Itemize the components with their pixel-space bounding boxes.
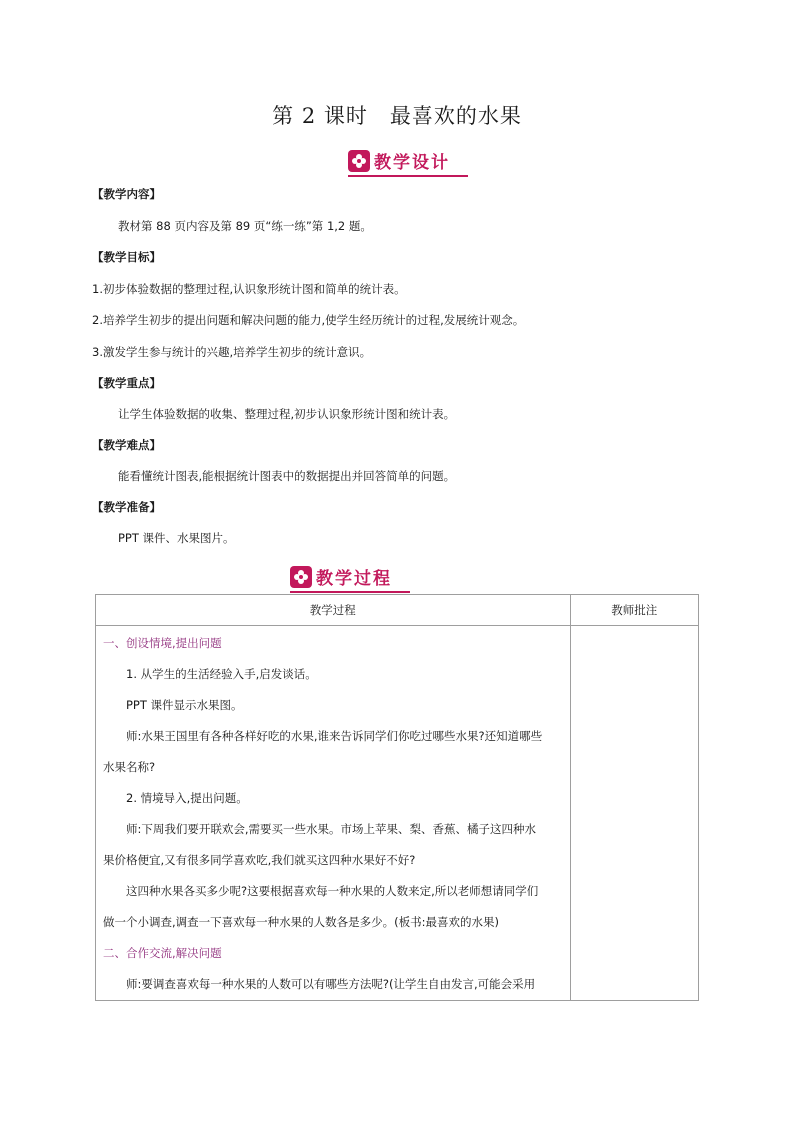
table-header-process: 教学过程 (96, 595, 571, 626)
flower-icon (290, 566, 312, 588)
process-table (95, 594, 699, 1001)
heading-content: 【教学内容】 (92, 187, 161, 201)
heading-difficulty: 【教学难点】 (92, 438, 161, 452)
teacher-notes-cell[interactable] (570, 626, 698, 1001)
content-text: 教材第 88 页内容及第 89 页“练一练”第 1,2 题。 (118, 219, 372, 233)
process-line: 1. 从学生的生活经验入手,启发谈话。 (126, 667, 317, 681)
heading-goals: 【教学目标】 (92, 250, 161, 264)
goal-item-3: 3.激发学生参与统计的兴趣,培养学生初步的统计意识。 (92, 345, 372, 359)
process-line: 师:要调查喜欢每一种水果的人数可以有哪些方法呢?(让学生自由发言,可能会采用 (126, 977, 536, 991)
process-cell (96, 626, 571, 1001)
process-line: 果价格便宜,又有很多同学喜欢吃,我们就买这四种水果好不好? (103, 853, 416, 867)
flower-icon (348, 150, 370, 172)
process-line: 师:下周我们要开联欢会,需要买一些水果。市场上苹果、梨、香蕉、橘子这四种水 (126, 822, 537, 836)
page-title: 第 2 课时 最喜欢的水果 (272, 104, 522, 128)
goal-item-2: 2.培养学生初步的提出问题和解决问题的能力,使学生经历统计的过程,发展统计观念。 (92, 313, 525, 327)
banner-teaching-process (290, 564, 410, 590)
difficulty-text: 能看懂统计图表,能根据统计图表中的数据提出并回答简单的问题。 (118, 469, 456, 483)
process-line: 水果名称? (103, 760, 156, 774)
key-text: 让学生体验数据的收集、整理过程,初步认识象形统计图和统计表。 (118, 407, 456, 421)
banner-underline (348, 175, 468, 177)
process-line: 做一个小调查,调查一下喜欢每一种水果的人数各是多少。(板书:最喜欢的水果) (103, 915, 499, 929)
goal-item-1: 1.初步体验数据的整理过程,认识象形统计图和简单的统计表。 (92, 282, 406, 296)
heading-preparation: 【教学准备】 (92, 500, 161, 514)
process-line: 这四种水果各买多少呢?这要根据喜欢每一种水果的人数来定,所以老师想请同学们 (126, 884, 539, 898)
section-heading: 二、合作交流,解决问题 (103, 946, 222, 960)
heading-key: 【教学重点】 (92, 376, 161, 390)
banner-teaching-design (348, 148, 468, 174)
table-header-notes: 教师批注 (570, 595, 698, 626)
banner-label: 教学设计 (374, 153, 450, 173)
section-heading: 一、创设情境,提出问题 (103, 636, 222, 650)
banner-underline (290, 591, 410, 593)
process-line: PPT 课件显示水果图。 (126, 698, 243, 712)
banner-label: 教学过程 (316, 569, 392, 589)
process-line: 师:水果王国里有各种各样好吃的水果,谁来告诉同学们你吃过哪些水果?还知道哪些 (126, 729, 543, 743)
process-line: 2. 情境导入,提出问题。 (126, 791, 248, 805)
preparation-text: PPT 课件、水果图片。 (118, 531, 235, 545)
